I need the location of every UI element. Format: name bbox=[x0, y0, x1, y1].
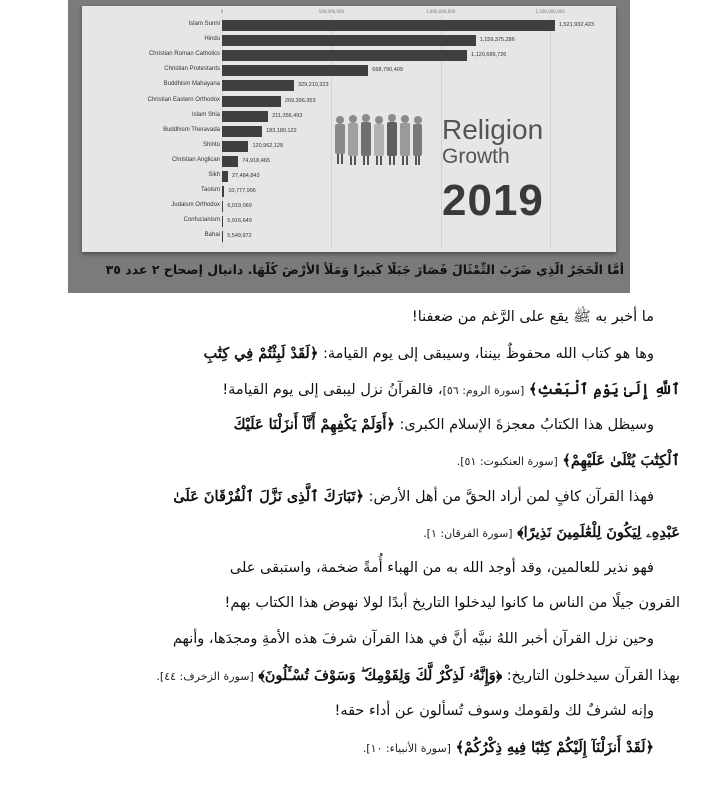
verse-reference: [سورة الروم: ٥٦] bbox=[442, 383, 525, 397]
value-label: 269,396,353 bbox=[284, 97, 316, 104]
value-label: 329,210,323 bbox=[298, 82, 329, 89]
category-label: Buddhism Mahayana bbox=[163, 81, 220, 88]
category-label: Bahai bbox=[204, 232, 220, 239]
category-label: Christian Anglican bbox=[171, 156, 220, 163]
category-label: Islam Shia bbox=[191, 111, 220, 118]
bar-row bbox=[82, 229, 616, 244]
sentence: وها هو كتاب الله محفوظٌ بيننا، وسيبقى إلى يوم القيامة: bbox=[322, 345, 654, 362]
sentence: وإنه لشرفٌ لك ولقومك وسوف تُسألون عن أداء حقه! bbox=[334, 702, 654, 719]
bar bbox=[222, 201, 223, 212]
bar bbox=[222, 80, 294, 91]
bar bbox=[222, 216, 223, 227]
text-line-10 bbox=[20, 622, 680, 658]
text-line-8 bbox=[20, 551, 680, 587]
bar bbox=[222, 231, 223, 242]
category-label: Christian Eastern Orthodox bbox=[147, 96, 220, 103]
text-line-3 bbox=[20, 372, 680, 408]
bar bbox=[222, 111, 268, 122]
text-line-12 bbox=[20, 694, 680, 730]
category-label: Taoism bbox=[200, 187, 220, 194]
value-label: 1,159,375,286 bbox=[479, 37, 515, 44]
value-label: 6,019,069 bbox=[227, 203, 252, 210]
bar-row bbox=[82, 48, 616, 63]
category-label: Christian Protestants bbox=[164, 66, 220, 73]
quran-verse: ﴿وَإِنَّهُۥ لَذِكْرٌ لَّكَ وَلِقَوْمِكَ ۖ وَسَوْفَ تُسْـَٔلُونَ﴾ bbox=[258, 666, 503, 684]
bar bbox=[222, 186, 224, 197]
value-label: 5,916,649 bbox=[227, 218, 252, 225]
value-label: 183,180,122 bbox=[266, 127, 297, 134]
text-line-2 bbox=[20, 336, 680, 372]
verse-reference: [سورة الفرقان: ١]. bbox=[423, 526, 513, 540]
chart-title-line2: Growth bbox=[442, 145, 510, 168]
bar bbox=[222, 141, 248, 152]
text-line-1 bbox=[20, 300, 680, 336]
x-tick-label: 1,500,000,000 bbox=[535, 9, 565, 14]
bar bbox=[222, 156, 238, 167]
quran-verse: ﴿لَقَدْ أَنزَلْنَآ إِلَيْكُمْ كِتَٰبًا فِيهِ ذِكْرُكُمْ﴾ bbox=[455, 738, 654, 756]
category-label: Confucianism bbox=[183, 217, 220, 224]
value-label: 10,777,996 bbox=[228, 188, 256, 195]
text-line-6 bbox=[20, 479, 680, 515]
text-line-13 bbox=[20, 730, 680, 766]
bar bbox=[222, 65, 368, 76]
x-tick-label: 1,000,000,000 bbox=[426, 9, 456, 14]
text-line-9 bbox=[20, 586, 680, 622]
text-line-5 bbox=[20, 443, 680, 479]
bar-row bbox=[82, 78, 616, 93]
religious-people-illustration bbox=[332, 106, 424, 168]
sentence: ، فالقرآنُ نزل ليبقى إلى يوم القيامة! bbox=[222, 381, 443, 398]
value-label: 1,120,689,726 bbox=[471, 52, 507, 59]
value-label: 1,521,932,423 bbox=[558, 22, 595, 28]
religion-growth-figure bbox=[68, 0, 630, 293]
text-line-11 bbox=[20, 658, 680, 694]
bar-row bbox=[82, 18, 616, 33]
category-label: Hindu bbox=[204, 36, 220, 43]
sentence: بهذا القرآن سيدخلون التاريخ: bbox=[506, 667, 680, 684]
bar bbox=[222, 96, 281, 107]
chart-title-line1: Religion bbox=[442, 114, 544, 145]
sentence: وسيظل هذا الكتابُ معجزةَ الإسلام الكبرى: bbox=[399, 417, 654, 434]
quran-verse: ﴿أَوَلَمْ يَكْفِهِمْ أَنَّآ أَنزَلْنَا عَلَيْكَ bbox=[233, 416, 395, 434]
text-line-4 bbox=[20, 407, 680, 443]
bar-row bbox=[82, 33, 616, 48]
value-label: 5,549,972 bbox=[227, 233, 252, 240]
figure-caption: أَمَّا الْحَجَرُ الَّذِي ضَرَبَ التِّمْثَالَ فَصَارَ جَبَلًا كَبِيرًا وَمَلَأَ الأَرْضَ كُلَّهَا. دانيال إصحاح ٢ عدد ٣٥ bbox=[105, 262, 624, 277]
sentence: فهذا القرآن كافٍ لمن أراد الحقَّ من أهل الأرض: bbox=[368, 488, 654, 505]
category-label: Judaism Orthodox bbox=[171, 202, 220, 209]
text-line-7 bbox=[20, 515, 680, 551]
value-label: 74,918,465 bbox=[242, 157, 270, 164]
value-label: 27,484,843 bbox=[232, 173, 260, 179]
quran-verse: ﴿تَبَارَكَ ٱلَّذِى نَزَّلَ ٱلْفُرْقَانَ عَلَىٰ bbox=[173, 487, 365, 505]
verse-reference: [سورة العنكبوت: ٥١]. bbox=[456, 455, 558, 469]
category-label: Shinto bbox=[202, 141, 220, 148]
sentence: فهو نذير للعالمين، وقد أوجد الله به من الهباء أُمةً ضخمة، واستبقى على bbox=[229, 559, 654, 576]
value-label: 211,356,493 bbox=[272, 112, 303, 119]
sentence: القرون جيلًا من الناس ما كانوا ليدخلوا التاريخ أبدًا لولا نهوض هذا الكتاب بهم! bbox=[224, 595, 680, 612]
value-label: 668,790,409 bbox=[372, 67, 403, 74]
quran-verse: ﴿لَقَدْ لَبِثْتُمْ فِي كِتَٰبِ bbox=[203, 344, 319, 362]
x-tick-label: 500,000,000 bbox=[318, 9, 345, 14]
bar bbox=[222, 50, 467, 61]
category-label: Christian Roman Catholics bbox=[148, 51, 220, 58]
bar bbox=[222, 35, 476, 46]
value-label: 120,962,128 bbox=[252, 142, 284, 149]
bar bbox=[222, 20, 555, 31]
chart-screen bbox=[82, 6, 616, 252]
bar bbox=[222, 171, 228, 182]
sentence: ما أخبر به ﷺ يقع على الرَّغم من ضعفنا! bbox=[411, 309, 654, 325]
verse-reference: [سورة الزخرف: ٤٤]. bbox=[156, 669, 254, 683]
body-text bbox=[20, 300, 680, 765]
category-label: Islam Sunni bbox=[188, 21, 220, 27]
bar bbox=[222, 126, 262, 137]
quran-verse: ٱللَّهِ إِلَىٰ يَوْمِ ٱلْبَعْثِ﴾ bbox=[528, 380, 680, 398]
category-label: Buddhism Theravada bbox=[163, 126, 220, 133]
chart-year: 2019 bbox=[442, 176, 544, 225]
quran-verse: ٱلْكِتَٰبَ يُتْلَىٰ عَلَيْهِمْ﴾ bbox=[562, 452, 680, 470]
verse-reference: [سورة الأنبياء: ١٠]. bbox=[362, 741, 451, 755]
category-label: Sikh bbox=[208, 172, 220, 178]
bar-row bbox=[82, 63, 616, 78]
quran-verse: عَبْدِهِۦ لِيَكُونَ لِلْعَٰلَمِينَ نَذِيرًا﴾ bbox=[517, 523, 680, 541]
sentence: وحين نزل القرآن أخبر اللهُ نبيَّه أنَّ في هذا القرآن شرفَ هذه الأمةِ ومجدَها، وأنهم bbox=[172, 631, 654, 648]
x-tick-label: 0 bbox=[220, 9, 224, 14]
